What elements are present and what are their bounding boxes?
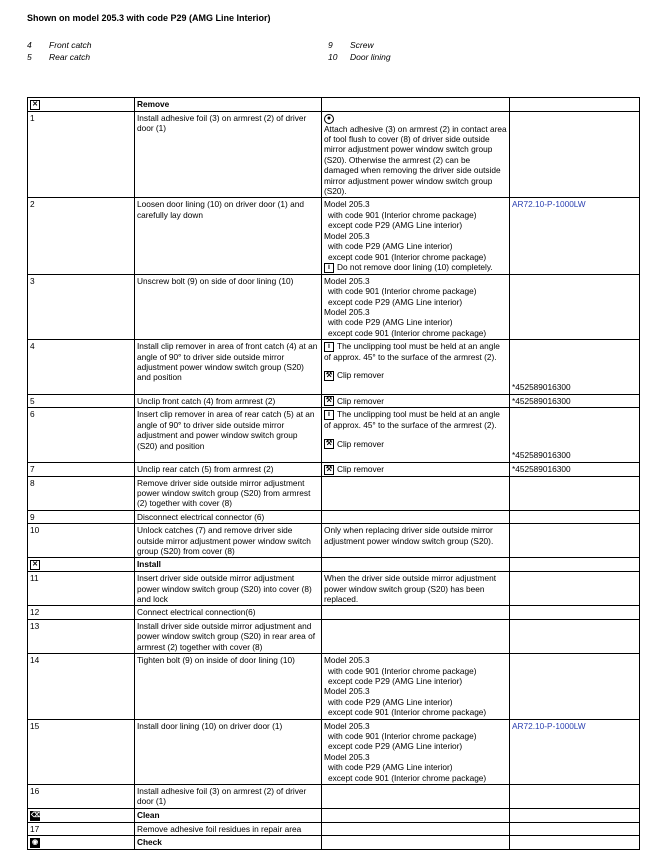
step-number: 2 — [28, 198, 135, 274]
step-number: 9 — [28, 510, 135, 523]
step-reference — [510, 98, 640, 112]
step-reference — [510, 524, 640, 558]
step-action: Unclip front catch (4) from armrest (2) — [135, 394, 322, 408]
step-note: ⚒ Clip remover — [322, 462, 510, 476]
step-action: Unscrew bolt (9) on side of door lining (10) — [135, 274, 322, 339]
step-number: 8 — [28, 476, 135, 510]
table-row — [28, 784, 640, 808]
step-reference — [510, 606, 640, 619]
step-reference: *452589016300 — [510, 462, 640, 476]
step-reference — [510, 619, 640, 653]
step-reference — [510, 476, 640, 510]
table-row — [28, 394, 640, 408]
clean-icon: ⌫ — [31, 811, 41, 819]
step-note — [322, 836, 510, 850]
step-note: i The unclipping tool must be held at an angle of approx. 45° to the surface of the armrest (2). ⚒ Clip remover — [322, 340, 510, 394]
step-action: Tighten bolt (9) on inside of door lining (10) — [135, 654, 322, 719]
table-row — [28, 510, 640, 523]
procedure-table — [27, 97, 640, 850]
step-number: 6 — [28, 408, 135, 462]
step-note — [322, 476, 510, 510]
table-row — [28, 719, 640, 784]
check-icon: ◉ — [31, 838, 39, 846]
step-reference — [510, 836, 640, 850]
table-row — [28, 606, 640, 619]
legend-left — [27, 39, 92, 63]
step-action: Loosen door lining (10) on driver door (1) and carefully lay down — [135, 198, 322, 274]
step-note — [322, 606, 510, 619]
step-number: 13 — [28, 619, 135, 653]
tool-icon: ⚒ — [325, 397, 333, 405]
step-note: i The unclipping tool must be held at an angle of approx. 45° to the surface of the armrest (2). ⚒ Clip remover — [322, 408, 510, 462]
table-row — [28, 654, 640, 719]
step-note — [322, 808, 510, 822]
step-action: Clean — [135, 808, 322, 822]
legend-item: 5 Rear catch — [27, 52, 91, 62]
step-note — [322, 558, 510, 572]
legend-item: 4 Front catch — [27, 40, 92, 50]
info-icon: i — [324, 263, 334, 273]
table-row — [28, 476, 640, 510]
step-number: 10 — [28, 524, 135, 558]
step-reference — [510, 784, 640, 808]
install-icon: ✕ — [30, 560, 40, 570]
step-action: Install adhesive foil (3) on armrest (2) of driver door (1) — [135, 784, 322, 808]
step-note — [322, 98, 510, 112]
step-action: Remove adhesive foil residues in repair area — [135, 822, 322, 835]
legend-right — [328, 39, 391, 63]
step-number: 1 — [28, 111, 135, 198]
step-reference: *452589016300 — [510, 394, 640, 408]
step-note — [322, 784, 510, 808]
step-note — [322, 619, 510, 653]
step-number: 3 — [28, 274, 135, 339]
step-action: Connect electrical connection(6) — [135, 606, 322, 619]
step-number: 17 — [28, 822, 135, 835]
info-icon: i — [324, 410, 334, 420]
step-action: Insert clip remover in area of rear catch (5) at an angle of 90° to driver side outside mirror adjustment and power window switch group (S20) and position — [135, 408, 322, 462]
page-title: Shown on model 205.3 with code P29 (AMG Line Interior) — [27, 13, 271, 23]
info-circle-icon: ● — [324, 114, 334, 124]
info-icon: i — [324, 342, 334, 352]
step-number: 7 — [28, 462, 135, 476]
step-number — [28, 558, 135, 572]
table-row — [28, 524, 640, 558]
step-reference — [510, 510, 640, 523]
step-number — [28, 836, 135, 850]
step-note: Model 205.3 with code 901 (Interior chrome package) except code P29 (AMG Line interior) Model 205.3 with code P29 (AMG Line interior) except code 901 (Interior chrome package) — [322, 719, 510, 784]
step-number — [28, 808, 135, 822]
step-note: When the driver side outside mirror adjustment power window switch group (S20) has been replaced. — [322, 572, 510, 606]
step-note: Only when replacing driver side outside mirror adjustment power window switch group (S20). — [322, 524, 510, 558]
table-row — [28, 274, 640, 339]
step-number: 14 — [28, 654, 135, 719]
step-action: Install door lining (10) on driver door (1) — [135, 719, 322, 784]
step-reference[interactable]: AR72.10-P-1000LW — [510, 198, 640, 274]
step-reference — [510, 558, 640, 572]
step-note — [322, 510, 510, 523]
step-reference — [510, 111, 640, 198]
step-number: 15 — [28, 719, 135, 784]
step-number: 11 — [28, 572, 135, 606]
step-reference — [510, 274, 640, 339]
step-action: Install clip remover in area of front catch (4) at an angle of 90° to driver side outside mirror adjustment power window switch group (S20) and position — [135, 340, 322, 394]
step-action: Install driver side outside mirror adjustment and power window switch group (S20) in rear area of armrest (2) together with cover (8) — [135, 619, 322, 653]
table-row — [28, 198, 640, 274]
remove-icon: ✕ — [30, 100, 40, 110]
tool-icon: ⚒ — [325, 372, 333, 380]
step-note: ⚒ Clip remover — [322, 394, 510, 408]
legend-item: 10 Door lining — [328, 52, 391, 62]
table-row — [28, 98, 640, 112]
step-number: 16 — [28, 784, 135, 808]
table-row — [28, 619, 640, 653]
table-row — [28, 822, 640, 835]
step-reference — [510, 822, 640, 835]
legend-item: 9 Screw — [328, 40, 374, 50]
step-action: Remove driver side outside mirror adjustment power window switch group (S20) from armrest (2) together with cover (8) — [135, 476, 322, 510]
step-note: Model 205.3 with code 901 (Interior chrome package) except code P29 (AMG Line interior) Model 205.3 with code P29 (AMG Line interior) except code 901 (Interior chrome package) — [322, 654, 510, 719]
table-row — [28, 558, 640, 572]
tool-icon: ⚒ — [325, 440, 333, 448]
table-row — [28, 572, 640, 606]
step-action: Unclip rear catch (5) from armrest (2) — [135, 462, 322, 476]
step-action: Install — [135, 558, 322, 572]
step-action: Install adhesive foil (3) on armrest (2) of driver door (1) — [135, 111, 322, 198]
table-row — [28, 111, 640, 198]
step-action: Remove — [135, 98, 322, 112]
step-reference[interactable]: AR72.10-P-1000LW — [510, 719, 640, 784]
table-row — [28, 836, 640, 850]
step-note: Model 205.3 with code 901 (Interior chrome package) except code P29 (AMG Line interior) Model 205.3 with code P29 (AMG Line interior) except code 901 (Interior chrome package) i Do not remove door lining (10) completely. — [322, 198, 510, 274]
table-row — [28, 808, 640, 822]
table-row — [28, 462, 640, 476]
step-number — [28, 98, 135, 112]
step-note — [322, 822, 510, 835]
step-action: Check — [135, 836, 322, 850]
step-reference — [510, 572, 640, 606]
step-reference — [510, 654, 640, 719]
step-action: Unlock catches (7) and remove driver side outside mirror adjustment power window switch group (S20) from cover (8) — [135, 524, 322, 558]
step-reference: *452589016300 — [510, 408, 640, 462]
step-action: Insert driver side outside mirror adjustment power window switch group (S20) into cover (8) and lock — [135, 572, 322, 606]
step-action: Disconnect electrical connector (6) — [135, 510, 322, 523]
step-note: Model 205.3 with code 901 (Interior chrome package) except code P29 (AMG Line interior) Model 205.3 with code P29 (AMG Line interior) except code 901 (Interior chrome package) — [322, 274, 510, 339]
step-note: ● Attach adhesive (3) on armrest (2) in contact area of tool flush to cover (8) of driver side outside mirror adjustment power window switch group (S20). Otherwise the armrest (2) can be damaged when removing the driver side outside mirror adjustment power window switch group (S20). — [322, 111, 510, 198]
table-row — [28, 340, 640, 394]
step-number: 4 — [28, 340, 135, 394]
step-number: 12 — [28, 606, 135, 619]
tool-icon: ⚒ — [325, 465, 333, 473]
table-row — [28, 408, 640, 462]
step-reference — [510, 808, 640, 822]
step-number: 5 — [28, 394, 135, 408]
step-reference: *452589016300 — [510, 340, 640, 394]
